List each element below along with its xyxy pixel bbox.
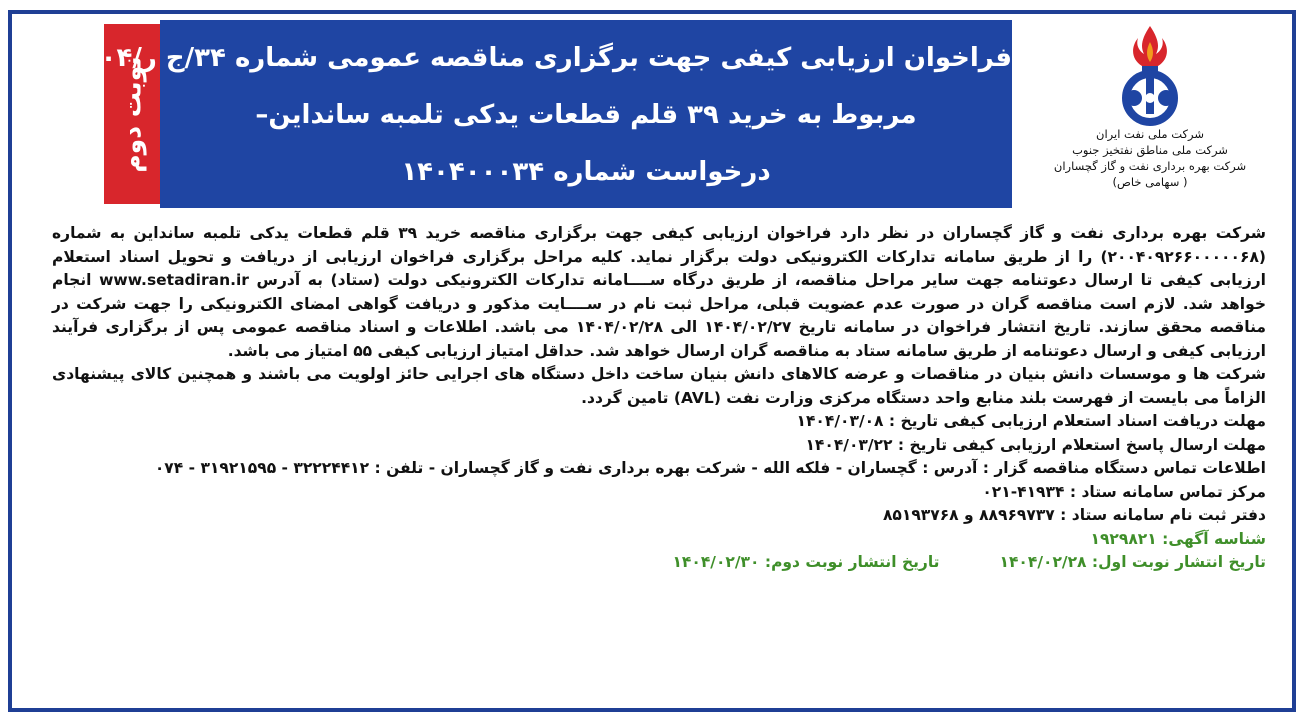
body-paragraph-1: شرکت بهره برداری نفت و گاز گچساران در نظر دارد فراخوان ارزیابی کیفی جهت برگزاری مناقصه خرید ۳۹ قلم قطعات یدکی تلمبه سانداین به شماره (۲۰۰۴۰۹۲۶۶۰۰۰۰۰۶۸) را از طریق سامانه تدارکات الکترونیکی دولت برگزار نماید. کلیه مراحل برگزاری فراخوان ارزیابی از دریافت و تحویل اسناد استعلام ارزیابی کیفی تا ارسال دعوتنامه جهت سایر مراحل مناقصه، از طریق درگاه ســــامانه تدارکات الکترونیکی دولت (ستاد) به آدرس www.setadiran.ir انجام خواهد شد. لازم است مناقصه گران در صورت عدم عضویت قبلی، مراحل ثبت نام در ســــایت مذکور و دریافت گواهی امضای الکترونیکی را جهت شرکت در مناقصه محقق سازند. تاریخ انتشار فراخوان در سامانه تاریخ ۱۴۰۴/۰۲/۲۷ الی ۱۴۰۴/۰۲/۲۸ می باشد. اطلاعات و اسناد مناقصه عمومی پس از برگزاری فرآیند ارزیابی کیفی و ارسال دعوتنامه از طریق سامانه ستاد به مناقصه گران ارسال خواهد شد. حداقل امتیاز ارزیابی کیفی ۵۵ امتیاز می باشد. <box>52 224 1267 360</box>
title-line-1: فراخوان ارزیابی کیفی جهت برگزاری مناقصه عمومی شماره ۳۴/ج ر/۱۴۰۴ <box>68 43 1012 73</box>
title-line-3: درخواست شماره ۱۴۰۴۰۰۰۳۴ <box>401 157 771 187</box>
second-publish-date: تاریخ انتشار نوبت دوم: ۱۴۰۴/۰۲/۳۰ <box>672 553 940 571</box>
nioc-flame-logo-icon <box>1104 22 1196 126</box>
setad-registration-office: دفتر ثبت نام سامانه ستاد : ۸۸۹۶۹۷۳۷ و ۸۵۱۹۳۷۶۸ <box>882 506 1266 524</box>
issuer-block <box>1024 18 1276 210</box>
ad-id: شناسه آگهی: ۱۹۲۹۸۲۱ <box>1090 529 1266 548</box>
first-publish-date: تاریخ انتشار نوبت اول: ۱۴۰۴/۰۲/۲۸ <box>999 553 1266 571</box>
notice-body <box>52 222 1266 702</box>
ribbon-label: نوبت دوم <box>117 55 147 173</box>
issuer-line-2: شرکت ملی مناطق نفتخیز جنوب <box>1072 143 1228 157</box>
title-line-2: مربوط به خرید ۳۹ قلم قطعات یدکی تلمبه سانداین– <box>255 100 917 130</box>
issuer-line-1: شرکت ملی نفت ایران <box>1096 127 1204 141</box>
body-paragraph-2: شرکت ها و موسسات دانش بنیان در مناقصات و عرضه کالاهای دانش بنیان ساخت داخل دستگاه های اجرایی حائز اولویت می باشند و همچنین کالای پیشنهادی الزاماً می بایست از فهرست بلند منابع واحد دستگاه مرکزی وزارت نفت (AVL) تامین گردد. <box>52 365 1266 407</box>
issuer-line-3: شرکت بهره برداری نفت و گاز گچساران <box>1053 159 1247 173</box>
issuer-line-4: ( سهامی خاص) <box>1112 175 1188 189</box>
setad-contact-center: مرکز تماس سامانه ستاد : ۴۱۹۳۴-۰۲۱ <box>982 482 1266 501</box>
deadline-receive: مهلت دریافت اسناد استعلام ارزیابی کیفی تاریخ : ۱۴۰۴/۰۳/۰۸ <box>796 412 1266 430</box>
publication-dates <box>52 551 1266 575</box>
contact-info: اطلاعات تماس دستگاه مناقصه گزار : آدرس : گچساران - فلکه الله - شرکت بهره برداری نفت و گاز گچساران - تلفن : ۳۲۲۲۴۴۱۲ - ۳۱۹۲۱۵۹۵ - ۰۷۴ <box>154 459 1266 477</box>
deadline-submit: مهلت ارسال پاسخ استعلام ارزیابی کیفی تاریخ : ۱۴۰۴/۰۳/۲۲ <box>805 435 1266 454</box>
